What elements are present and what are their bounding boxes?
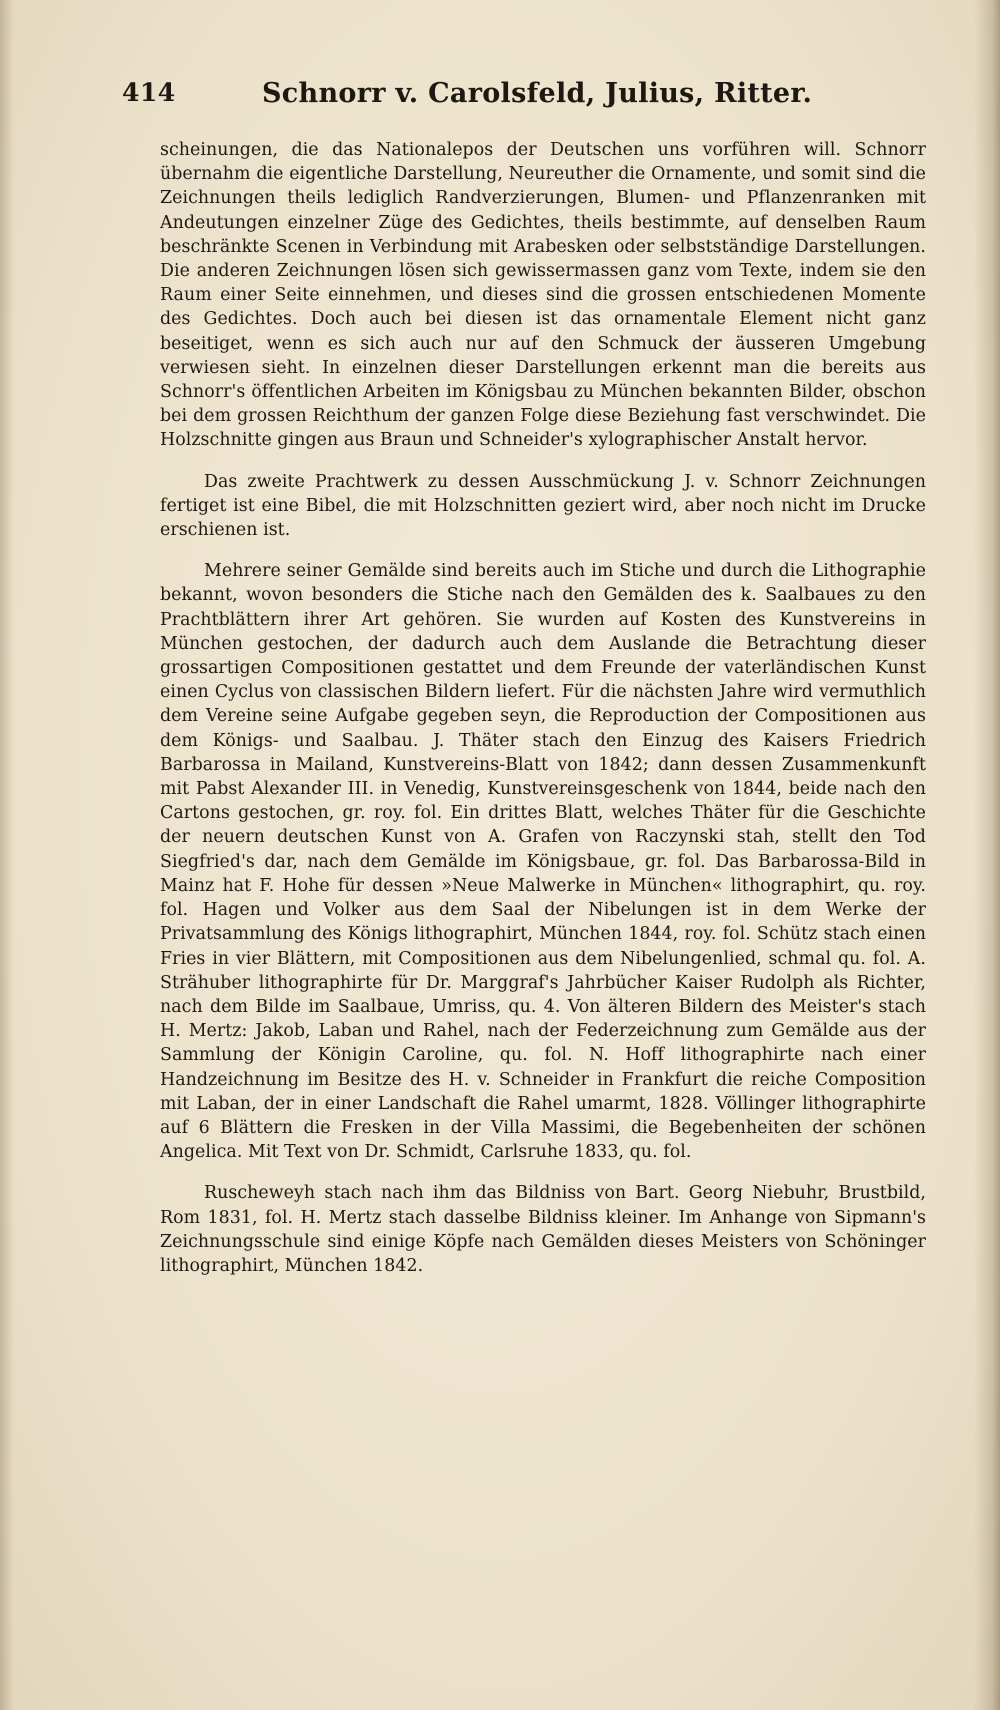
- page-gutter-shadow: [974, 0, 1000, 1710]
- paragraph-bible: Das zweite Prachtwerk zu dessen Ausschmückung J. v. Schnorr Zeichnungen fertiget ist eine Bibel, die mit Holzschnitten geziert wird, aber noch nicht im Drucke erschienen ist.: [160, 471, 926, 541]
- running-head: Schnorr v. Carolsfeld, Julius, Ritter.: [262, 78, 813, 109]
- page-number: 414: [122, 78, 176, 107]
- paragraph-continuation: scheinungen, die das Nationalepos der Deutschen uns vorführen will. Schnorr übernahm die eigentliche Darstellung, Neureuther die Ornamente, und somit sind die Zeichnungen theils lediglich Randverzierungen, Blumen- und Pflanzenranken mit Andeutungen einzelner Züge des Gedichtes, theils bestimmte, auf denselben Raum beschränkte Scenen in Verbindung mit Arabesken oder selbstständige Darstellungen. Die anderen Zeichnungen lösen sich gewissermassen ganz vom Texte, indem sie den Raum einer Seite einnehmen, und dieses sind die grossen entschiedenen Momente des Gedichtes. Doch auch bei diesen ist das ornamentale Element nicht ganz beseitiget, wenn es sich auch nur auf den Schmuck der äusseren Umgebung verwiesen sieht. In einzelnen dieser Darstellungen erkennt man die bereits aus Schnorr's öffentlichen Arbeiten im Königsbau zu München bekannten Bilder, obschon bei dem grossen Reichthum der ganzen Folge diese Beziehung fast verschwindet. Die Holzschnitte gingen aus Braun und Schneider's xylographischer Anstalt hervor.: [160, 140, 926, 451]
- paragraph-engravings: Mehrere seiner Gemälde sind bereits auch im Stiche und durch die Lithographie bekannt, wovon besonders die Stiche nach den Gemälden des k. Saalbaues zu den Prachtblättern ihrer Art gehören. Sie wurden auf Kosten des Kunstvereins in München gestochen, der dadurch auch dem Auslande die Betrachtung dieser grossartigen Compositionen gestattet und dem Freunde der vaterländischen Kunst einen Cyclus von classischen Bildern liefert. Für die nächsten Jahre wird vermuthlich dem Vereine seine Aufgabe gegeben seyn, die Reproduction der Compositionen aus dem Königs- und Saalbau. J. Thäter stach den Einzug des Kaisers Friedrich Barbarossa in Mailand, Kunstvereins-Blatt von 1842; dann dessen Zusammenkunft mit Pabst Alexander III. in Venedig, Kunstvereinsgeschenk von 1844, beide nach den Cartons gestochen, gr. roy. fol. Ein drittes Blatt, welches Thäter für die Geschichte der neuern deutschen Kunst von A. Grafen von Raczynski stah, stellt den Tod Siegfried's dar, nach dem Gemälde im Königsbaue, gr. fol. Das Barbarossa-Bild in Mainz hat F. Hohe für dessen »Neue Malwerke in München« lithographirt, qu. roy. fol. Hagen und Volker aus dem Saal der Nibelungen ist in dem Werke der Privatsammlung des Königs lithographirt, München 1844, roy. fol. Schütz stach einen Fries in vier Blättern, mit Compositionen aus dem Nibelungenlied, schmal qu. fol. A. Strähuber lithographirte für Dr. Marggraf's Jahrbücher Kaiser Rudolph als Richter, nach dem Bilde im Saalbaue, Umriss, qu. 4. Von älteren Bildern des Meister's stach H. Mertz: Jakob, Laban und Rahel, nach der Federzeichnung zum Gemälde aus der Sammlung der Königin Caroline, qu. fol. N. Hoff lithographirte nach einer Handzeichnung im Besitze des H. v. Schneider in Frankfurt die reiche Composition mit Laban, der in einer Landschaft die Rahel umarmt, 1828. Völlinger lithographirte auf 6 Blättern die Fresken in der Villa Massimi, die Begebenheiten der schönen Angelica. Mit Text von Dr. Schmidt, Carlsruhe 1833, qu. fol.: [160, 561, 926, 1163]
- page-header: [122, 78, 922, 118]
- paragraph-portrait: Ruscheweyh stach nach ihm das Bildniss von Bart. Georg Niebuhr, Brustbild, Rom 1831, fol. H. Mertz stach dasselbe Bildniss kleiner. Im Anhange von Sipmann's Zeichnungsschule sind einige Köpfe nach Gemälden dieses Meisters von Schöninger lithographirt, München 1842.: [160, 1183, 926, 1276]
- page-left-edge-shadow: [0, 0, 14, 1710]
- body-text: [160, 138, 926, 1278]
